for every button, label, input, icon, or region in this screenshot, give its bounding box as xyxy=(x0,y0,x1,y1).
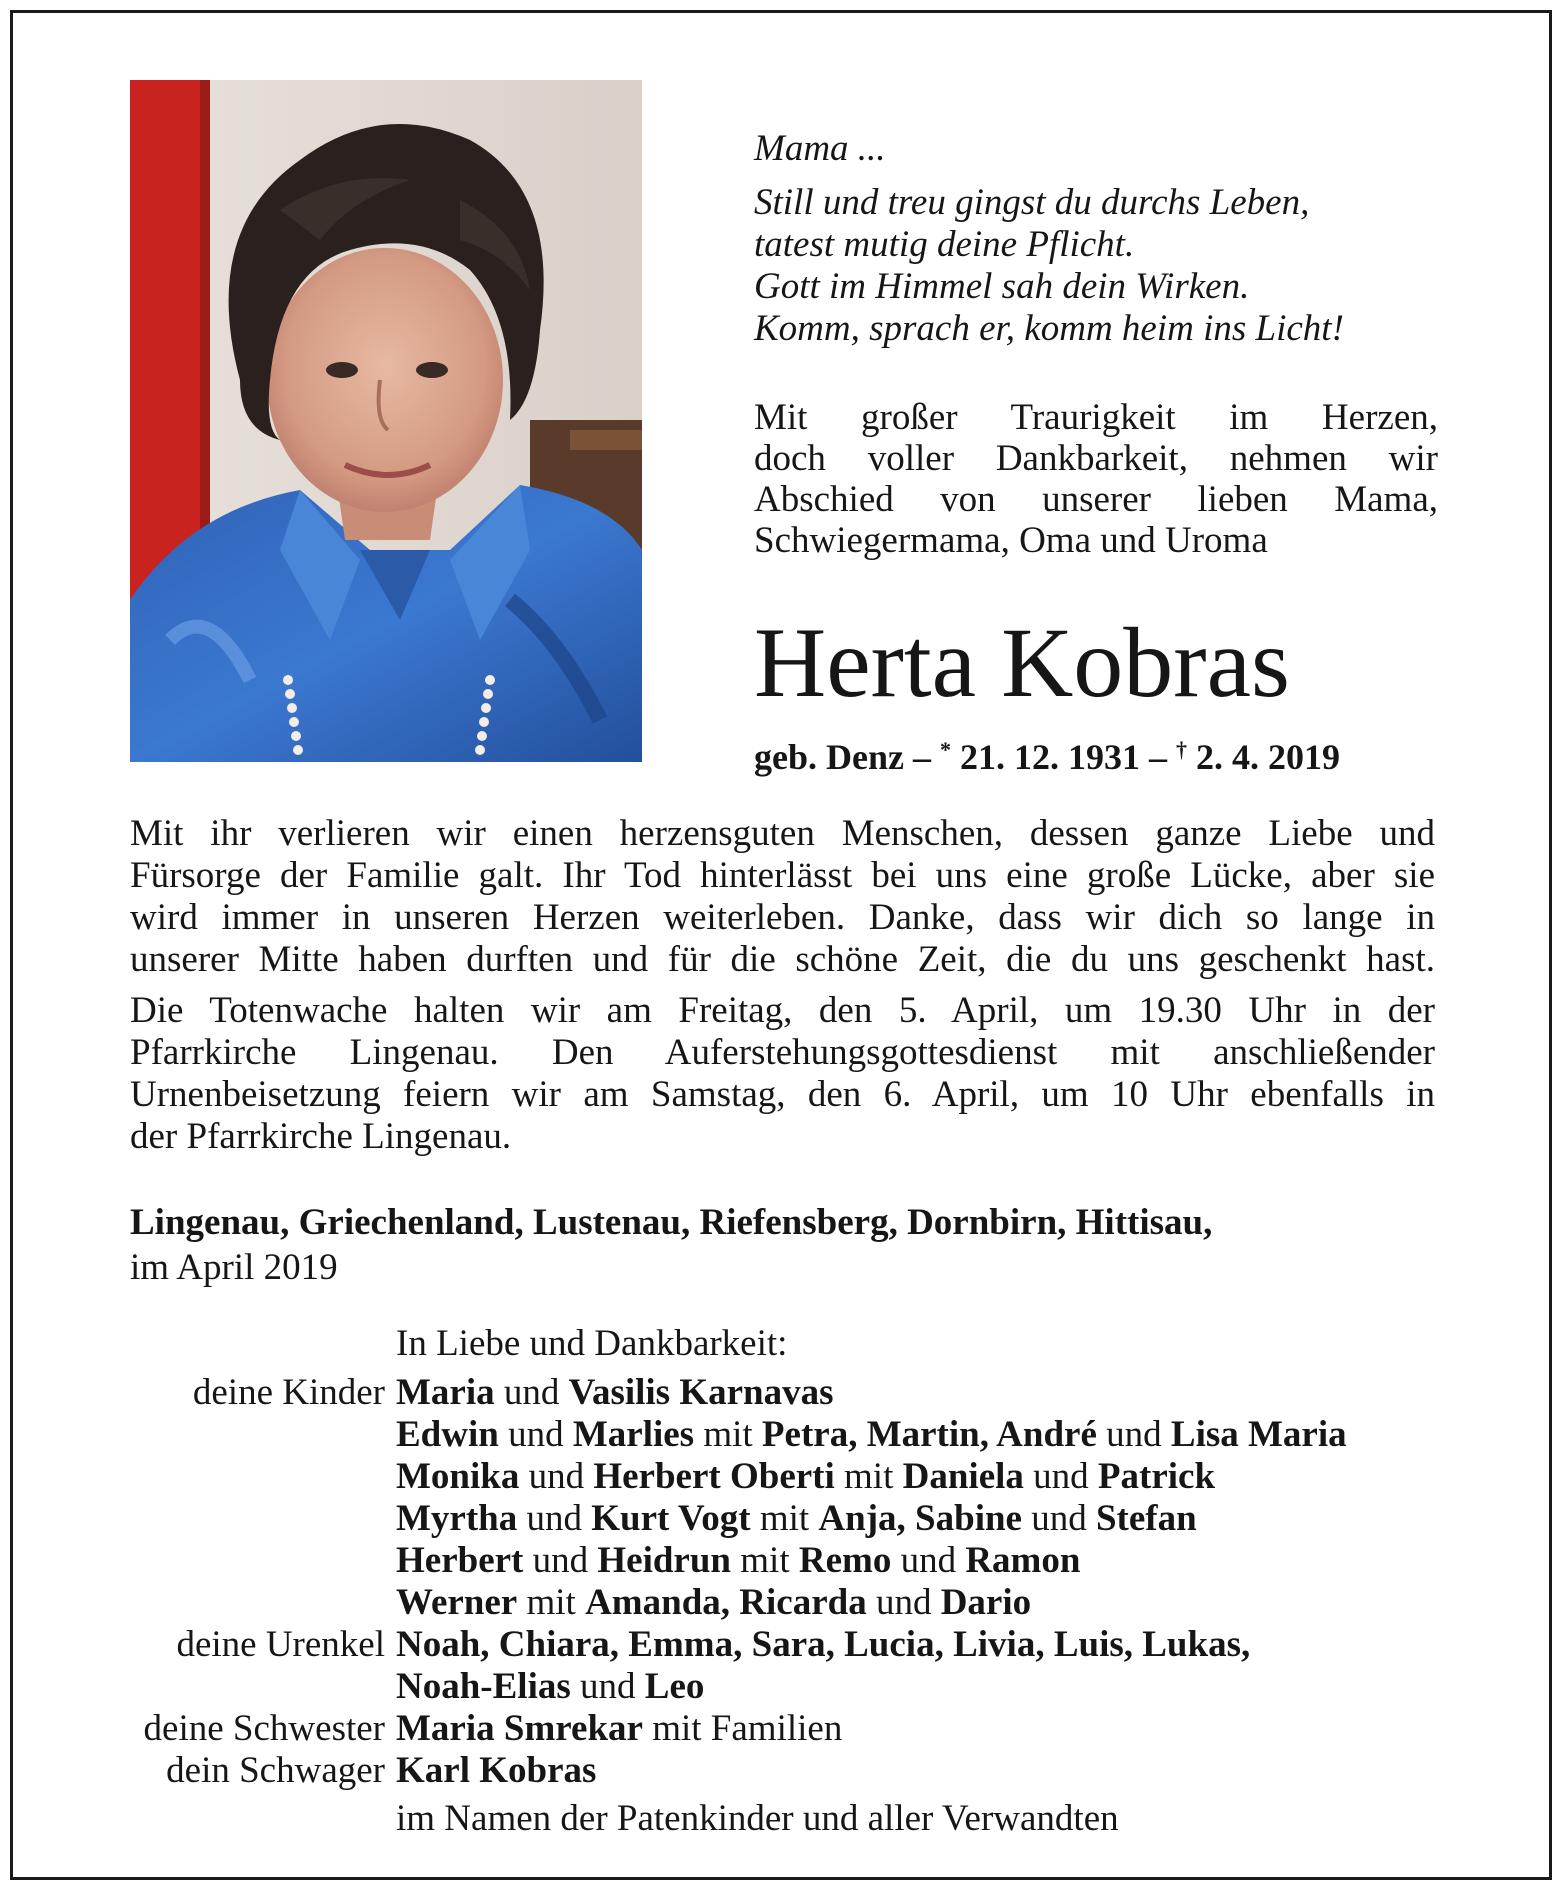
intro-line: doch voller Dankbarkeit, nehmen wir xyxy=(754,438,1438,479)
portrait-photo xyxy=(130,80,642,762)
connector-text: mit xyxy=(694,1414,762,1455)
connector-text: mit xyxy=(750,1498,819,1539)
family-names xyxy=(396,1498,1197,1540)
person-name: Petra, Martin, André xyxy=(761,1414,1097,1455)
family-row xyxy=(80,1582,1500,1624)
connector-text: und xyxy=(517,1498,592,1539)
person-name: Herbert Oberti xyxy=(593,1456,835,1497)
death-date: 2. 4. 2019 xyxy=(1195,737,1340,777)
connector-text: und xyxy=(1096,1414,1171,1455)
poem-line: Gott im Himmel sah dein Wirken. xyxy=(754,266,1250,307)
person-name: Marlies xyxy=(572,1414,695,1455)
family-label: deine Schwester xyxy=(143,1708,385,1749)
tribute-paragraph xyxy=(130,813,1435,981)
connector-text: und xyxy=(498,1414,573,1455)
person-name: Stefan xyxy=(1095,1498,1197,1539)
family-names xyxy=(396,1456,1215,1498)
service-paragraph xyxy=(130,990,1435,1158)
service-line: Urnenbeisetzung feiern wir am Samstag, den 6. April, um 10 Uhr ebenfalls in xyxy=(130,1074,1435,1115)
birth-date: 21. 12. 1931 – xyxy=(959,737,1167,777)
connector-text: mit xyxy=(834,1456,903,1497)
family-row xyxy=(80,1498,1500,1540)
family-list xyxy=(80,1372,1500,1792)
person-name: Vasilis Karnavas xyxy=(568,1372,834,1413)
birth-symbol: * xyxy=(939,737,951,762)
person-name: Maria xyxy=(396,1372,495,1413)
connector-text: und xyxy=(519,1456,594,1497)
intro-line: Schwiegermama, Oma und Uroma xyxy=(754,520,1268,561)
family-label: dein Schwager xyxy=(166,1750,385,1791)
family-names xyxy=(396,1708,842,1750)
date-line: im April 2019 xyxy=(130,1247,338,1288)
person-name: Maria Smrekar xyxy=(396,1708,643,1749)
tribute-line: Mit ihr verlieren wir einen herzensguten Menschen, dessen ganze Liebe und xyxy=(130,813,1435,854)
family-row xyxy=(80,1414,1500,1456)
connector-text: und xyxy=(1021,1498,1096,1539)
person-name: Monika xyxy=(396,1456,520,1497)
family-row xyxy=(80,1624,1500,1666)
family-row xyxy=(80,1540,1500,1582)
person-name: Noah-Elias xyxy=(396,1666,571,1707)
family-names xyxy=(396,1540,1080,1582)
person-name: Edwin xyxy=(396,1414,499,1455)
poem-line: Still und treu gingst du durchs Leben, xyxy=(754,182,1310,223)
family-row xyxy=(80,1666,1500,1708)
family-label: deine Kinder xyxy=(192,1372,385,1413)
person-name: Anja, Sabine xyxy=(818,1498,1022,1539)
final-line: im Namen der Patenkinder und aller Verwandten xyxy=(396,1798,1119,1839)
deceased-name: Herta Kobras xyxy=(754,607,1290,718)
tribute-line: unserer Mitte haben durften und für die schöne Zeit, die du uns geschenkt hast. xyxy=(130,939,1435,980)
connector-text: und xyxy=(1023,1456,1098,1497)
poem xyxy=(754,128,1454,350)
service-line: Pfarrkirche Lingenau. Den Auferstehungsgottesdienst mit anschließender xyxy=(130,1032,1435,1073)
connector-text: und xyxy=(866,1582,941,1623)
family-row xyxy=(80,1372,1500,1414)
connector-text: und xyxy=(891,1540,966,1581)
family-row xyxy=(80,1708,1500,1750)
poem-line: tatest mutig deine Pflicht. xyxy=(754,224,1135,265)
person-name: Amanda, Ricarda xyxy=(585,1582,867,1623)
poem-opening: Mama ... xyxy=(754,128,886,169)
life-dates xyxy=(754,728,1474,779)
connector-text: mit Familien xyxy=(642,1708,843,1749)
family-row xyxy=(80,1456,1500,1498)
connector-text: und xyxy=(523,1540,598,1581)
tribute-line: wird immer in unseren Herzen weiterleben. Danke, dass wir dich so lange in xyxy=(130,897,1435,938)
connector-text: und xyxy=(570,1666,645,1707)
connector-text: mit xyxy=(731,1540,799,1581)
family-names xyxy=(396,1666,704,1708)
family-names xyxy=(396,1750,596,1792)
person-name: Ramon xyxy=(965,1540,1081,1581)
poem-line: Komm, sprach er, komm heim ins Licht! xyxy=(754,308,1344,349)
intro-line: Abschied von unserer lieben Mama, xyxy=(754,479,1438,520)
signoff-line: In Liebe und Dankbarkeit: xyxy=(396,1323,788,1364)
person-name: Lisa Maria xyxy=(1170,1414,1347,1455)
service-line: Die Totenwache halten wir am Freitag, den 5. April, um 19.30 Uhr in der xyxy=(130,990,1435,1031)
family-names xyxy=(396,1414,1347,1456)
person-name: Karl Kobras xyxy=(396,1750,597,1791)
tribute-line: Fürsorge der Familie galt. Ihr Tod hinterlässt bei uns eine große Lücke, aber sie xyxy=(130,855,1435,896)
family-row xyxy=(80,1750,1500,1792)
person-name: Dario xyxy=(940,1582,1032,1623)
family-names xyxy=(396,1624,1250,1666)
person-name: Patrick xyxy=(1097,1456,1216,1497)
person-name: Noah, Chiara, Emma, Sara, Lucia, Livia, Luis, Lukas, xyxy=(396,1624,1251,1665)
person-name: Kurt Vogt xyxy=(591,1498,751,1539)
person-name: Werner xyxy=(396,1582,518,1623)
person-name: Leo xyxy=(644,1666,705,1707)
death-symbol: † xyxy=(1175,737,1187,762)
connector-text: mit xyxy=(517,1582,586,1623)
birth-name: geb. Denz – xyxy=(754,737,931,777)
connector-text: und xyxy=(494,1372,569,1413)
service-line: der Pfarrkirche Lingenau. xyxy=(130,1116,512,1157)
family-names xyxy=(396,1372,834,1414)
intro-line: Mit großer Traurigkeit im Herzen, xyxy=(754,397,1438,438)
person-name: Myrtha xyxy=(396,1498,518,1539)
person-name: Heidrun xyxy=(597,1540,732,1581)
person-name: Herbert xyxy=(396,1540,524,1581)
person-name: Daniela xyxy=(902,1456,1024,1497)
family-label: deine Urenkel xyxy=(176,1624,385,1665)
person-name: Remo xyxy=(798,1540,892,1581)
family-names xyxy=(396,1582,1031,1624)
places-line: Lingenau, Griechenland, Lustenau, Riefensberg, Dornbirn, Hittisau, xyxy=(130,1202,1213,1243)
intro-text xyxy=(754,397,1438,561)
